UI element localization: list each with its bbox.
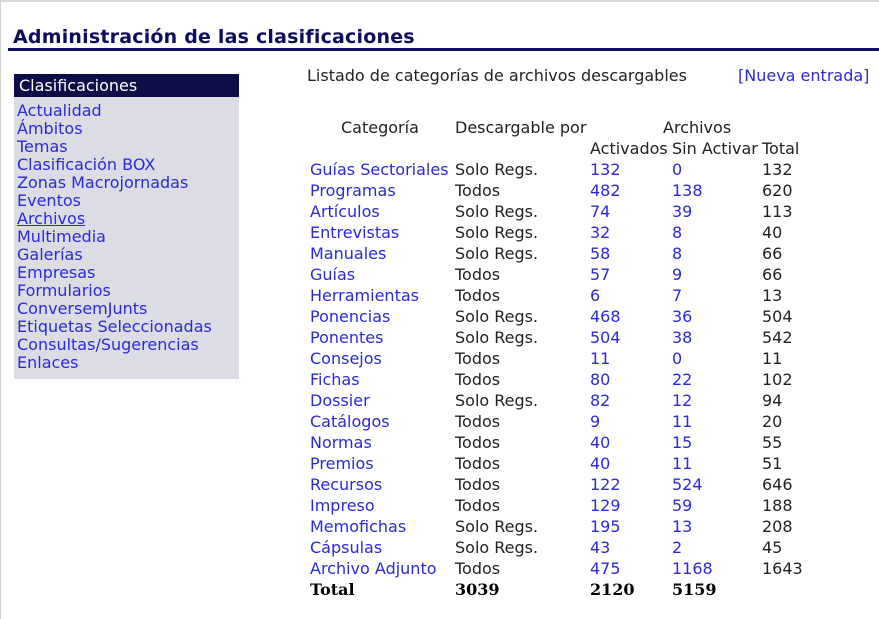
sidebar-item[interactable] [14, 228, 239, 246]
inactive-count-link[interactable]: 15 [672, 433, 693, 452]
category-link[interactable]: Artículos [310, 202, 380, 221]
totals-col4: 5159 [672, 580, 717, 599]
activated-count-link[interactable]: 195 [590, 517, 621, 536]
sidebar-item-link[interactable]: Clasificación BOX [17, 155, 156, 174]
sidebar-item-link[interactable]: Actualidad [17, 101, 102, 120]
sidebar-item-link[interactable]: Formularios [17, 281, 111, 300]
total-count-cell: 66 [762, 244, 783, 263]
inactive-count-link[interactable]: 1168 [672, 559, 713, 578]
sidebar-item[interactable] [14, 210, 239, 228]
activated-count-link[interactable]: 32 [590, 223, 611, 242]
inactive-count-link[interactable]: 38 [672, 328, 693, 347]
category-link[interactable]: Archivo Adjunto [310, 559, 437, 578]
activated-count-link[interactable]: 43 [590, 538, 611, 557]
category-link[interactable]: Premios [310, 454, 374, 473]
total-count-cell: 40 [762, 223, 783, 242]
downloadable-by-cell: Todos [455, 349, 501, 368]
activated-count-link[interactable]: 80 [590, 370, 611, 389]
category-link[interactable]: Ponentes [310, 328, 384, 347]
total-count-cell: 132 [762, 160, 793, 179]
total-count-cell: 55 [762, 433, 783, 452]
sidebar-item-link[interactable]: Zonas Macrojornadas [17, 173, 189, 192]
category-link[interactable]: Fichas [310, 370, 360, 389]
total-count-cell: 542 [762, 328, 793, 347]
inactive-count-link[interactable]: 7 [672, 286, 683, 305]
activated-count-link[interactable]: 74 [590, 202, 611, 221]
category-link[interactable]: Herramientas [310, 286, 419, 305]
activated-count-link[interactable]: 40 [590, 433, 611, 452]
header-sin-activar: Sin Activar [672, 139, 758, 158]
inactive-count-link[interactable]: 36 [672, 307, 693, 326]
new-entry-link[interactable]: [Nueva entrada] [738, 66, 870, 85]
total-count-cell: 102 [762, 370, 793, 389]
total-count-cell: 20 [762, 412, 783, 431]
inactive-count-link[interactable]: 59 [672, 496, 693, 515]
sidebar-item[interactable] [14, 354, 239, 372]
activated-count-link[interactable]: 40 [590, 454, 611, 473]
activated-count-link[interactable]: 6 [590, 286, 601, 305]
category-link[interactable]: Catálogos [310, 412, 390, 431]
sidebar-item-link[interactable]: Consultas/Sugerencias [17, 335, 199, 354]
inactive-count-link[interactable]: 138 [672, 181, 703, 200]
category-link[interactable]: Impreso [310, 496, 375, 515]
header-activados: Activados [590, 139, 668, 158]
sidebar-item[interactable] [14, 120, 239, 138]
downloadable-by-cell: Todos [455, 475, 501, 494]
sidebar-item[interactable] [14, 336, 239, 354]
category-link[interactable]: Normas [310, 433, 372, 452]
activated-count-link[interactable]: 475 [590, 559, 621, 578]
activated-count-link[interactable]: 132 [590, 160, 621, 179]
category-link[interactable]: Recursos [310, 475, 383, 494]
downloadable-by-cell: Solo Regs. [455, 202, 539, 221]
sidebar-item-link[interactable]: Etiquetas Seleccionadas [17, 317, 212, 336]
downloadable-by-cell: Todos [455, 496, 501, 515]
inactive-count-link[interactable]: 8 [672, 223, 683, 242]
sidebar-list [14, 102, 239, 372]
inactive-count-link[interactable]: 11 [672, 412, 693, 431]
listing-title: Listado de categorías de archivos descargables [307, 66, 687, 85]
totals-col2: 3039 [455, 580, 500, 599]
inactive-count-link[interactable]: 39 [672, 202, 693, 221]
downloadable-by-cell: Solo Regs. [455, 223, 539, 242]
page-title: Administración de las clasificaciones [13, 26, 415, 48]
category-link[interactable]: Guías [310, 265, 356, 284]
header-descargable: Descargable por [455, 118, 587, 137]
sidebar-item[interactable] [14, 156, 239, 174]
total-count-cell: 208 [762, 517, 793, 536]
sidebar-item[interactable] [14, 282, 239, 300]
downloadable-by-cell: Solo Regs. [455, 307, 539, 326]
sidebar-item[interactable] [14, 246, 239, 264]
downloadable-by-cell: Solo Regs. [455, 538, 539, 557]
category-link[interactable]: Entrevistas [310, 223, 400, 242]
downloadable-by-cell: Todos [455, 181, 501, 200]
totals-col3: 2120 [590, 580, 635, 599]
activated-count-link[interactable]: 9 [590, 412, 601, 431]
total-count-cell: 11 [762, 349, 783, 368]
total-count-cell: 66 [762, 265, 783, 284]
activated-count-link[interactable]: 11 [590, 349, 611, 368]
sidebar-item-link[interactable]: Enlaces [17, 353, 79, 372]
category-link[interactable]: Ponencias [310, 307, 391, 326]
downloadable-by-cell: Todos [455, 433, 501, 452]
total-count-cell: 646 [762, 475, 793, 494]
sidebar-item[interactable] [14, 102, 239, 120]
downloadable-by-cell: Solo Regs. [455, 244, 539, 263]
inactive-count-link[interactable]: 524 [672, 475, 703, 494]
inactive-count-link[interactable]: 11 [672, 454, 693, 473]
activated-count-link[interactable]: 482 [590, 181, 621, 200]
inactive-count-link[interactable]: 0 [672, 160, 683, 179]
total-count-cell: 188 [762, 496, 793, 515]
category-link[interactable]: Guías Sectoriales [310, 160, 449, 179]
downloadable-by-cell: Todos [455, 412, 501, 431]
downloadable-by-cell: Solo Regs. [455, 391, 539, 410]
downloadable-by-cell: Solo Regs. [455, 328, 539, 347]
sidebar-item-link[interactable]: Ámbitos [17, 119, 83, 138]
total-count-cell: 1643 [762, 559, 803, 578]
sidebar-item-link[interactable]: Galerías [17, 245, 83, 264]
sidebar-item-link[interactable]: Eventos [17, 191, 81, 210]
inactive-count-link[interactable]: 8 [672, 244, 683, 263]
total-count-cell: 13 [762, 286, 783, 305]
total-count-cell: 504 [762, 307, 793, 326]
inactive-count-link[interactable]: 2 [672, 538, 683, 557]
activated-count-link[interactable]: 504 [590, 328, 621, 347]
sidebar-header: Clasificaciones [14, 74, 239, 97]
activated-count-link[interactable]: 122 [590, 475, 621, 494]
sidebar-item-link[interactable]: Multimedia [17, 227, 106, 246]
activated-count-link[interactable]: 58 [590, 244, 611, 263]
category-link[interactable]: Cápsulas [310, 538, 383, 557]
activated-count-link[interactable]: 129 [590, 496, 621, 515]
downloadable-by-cell: Solo Regs. [455, 517, 539, 536]
sidebar-item-link[interactable]: Archivos [17, 209, 86, 228]
downloadable-by-cell: Todos [455, 286, 501, 305]
total-count-cell: 51 [762, 454, 783, 473]
inactive-count-link[interactable]: 22 [672, 370, 693, 389]
total-count-cell: 113 [762, 202, 793, 221]
downloadable-by-cell: Todos [455, 454, 501, 473]
totals-label: Total [310, 580, 355, 599]
title-divider [8, 48, 879, 51]
top-divider [0, 0, 879, 2]
total-count-cell: 94 [762, 391, 783, 410]
activated-count-link[interactable]: 57 [590, 265, 611, 284]
sidebar-item[interactable] [14, 138, 239, 156]
sidebar-item[interactable] [14, 192, 239, 210]
sidebar-item[interactable] [14, 300, 239, 318]
category-link[interactable]: Programas [310, 181, 396, 200]
sidebar-item[interactable] [14, 318, 239, 336]
total-count-cell: 45 [762, 538, 783, 557]
sidebar [14, 74, 239, 379]
header-categoria: Categoría [341, 118, 419, 137]
sidebar-item[interactable] [14, 174, 239, 192]
downloadable-by-cell: Todos [455, 559, 501, 578]
category-link[interactable]: Manuales [310, 244, 387, 263]
inactive-count-link[interactable]: 13 [672, 517, 693, 536]
downloadable-by-cell: Todos [455, 370, 501, 389]
left-border [0, 0, 1, 619]
category-link[interactable]: Dossier [310, 391, 370, 410]
sidebar-item-link[interactable]: Empresas [17, 263, 96, 282]
downloadable-by-cell: Solo Regs. [455, 160, 539, 179]
activated-count-link[interactable]: 468 [590, 307, 621, 326]
sidebar-item-link[interactable]: ConversemJunts [17, 299, 148, 318]
category-link[interactable]: Consejos [310, 349, 382, 368]
inactive-count-link[interactable]: 12 [672, 391, 693, 410]
downloadable-by-cell: Todos [455, 265, 501, 284]
activated-count-link[interactable]: 82 [590, 391, 611, 410]
inactive-count-link[interactable]: 9 [672, 265, 683, 284]
header-archivos: Archivos [663, 118, 732, 137]
sidebar-item[interactable] [14, 264, 239, 282]
inactive-count-link[interactable]: 0 [672, 349, 683, 368]
total-count-cell: 620 [762, 181, 793, 200]
category-link[interactable]: Memofichas [310, 517, 407, 536]
sidebar-item-link[interactable]: Temas [17, 137, 68, 156]
header-total: Total [762, 139, 800, 158]
